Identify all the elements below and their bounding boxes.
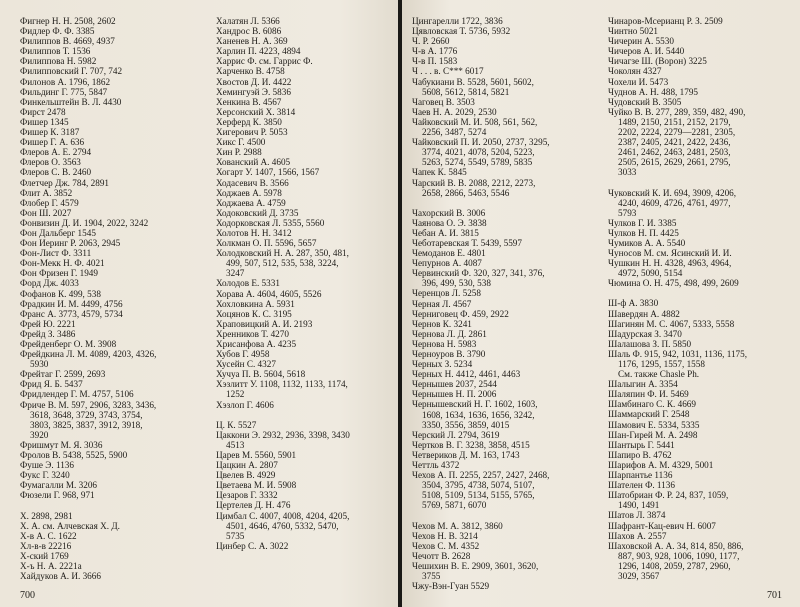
index-entry: 887, 903, 928, 1006, 1090, 1177, bbox=[618, 550, 740, 561]
index-entry: Чехов С. М. 4352 bbox=[412, 540, 480, 551]
index-entry: Фигнер Н. Н. 2508, 2602 bbox=[20, 16, 116, 26]
index-entry: Чернов К. 3241 bbox=[412, 318, 472, 329]
index-entry: Фришмут М. Я. 3036 bbox=[20, 439, 103, 450]
index-entry: Фон Ш. 2027 bbox=[20, 207, 72, 218]
index-entry: Фрид Я. Б. 5437 bbox=[20, 379, 83, 390]
index-entry: Шавердян А. 4882 bbox=[608, 308, 680, 319]
index-entry: Хайдуков А. И. 3666 bbox=[20, 571, 101, 582]
index-entry: Черниговец Ф. 459, 2922 bbox=[412, 308, 509, 319]
index-entry: Шаляпин Ф. И. 5469 bbox=[608, 389, 689, 400]
index-entry: Харрис Ф. см. Гаррис Ф. bbox=[216, 56, 313, 67]
index-entry: Фумагалли М. 3206 bbox=[20, 480, 98, 491]
index-entry: Чайковский П. И. 2050, 2737, 3295, bbox=[412, 137, 550, 148]
right-page bbox=[402, 0, 800, 607]
index-entry: Хорава А. 4604, 4605, 5526 bbox=[216, 288, 322, 299]
index-entry: Чохели И. 5473 bbox=[608, 76, 669, 87]
index-entry: 3755 bbox=[422, 570, 441, 581]
index-entry: Фишер 1345 bbox=[20, 116, 69, 127]
index-entry: Хохловкина А. 5931 bbox=[216, 298, 295, 309]
index-entry: Флеров С. В. 2460 bbox=[20, 167, 92, 178]
index-entry: Фрейд З. 3486 bbox=[20, 328, 76, 339]
index-entry: Чайковский М. И. 508, 561, 562, bbox=[412, 116, 538, 127]
index-entry: Фон-Лист Ф. 3311 bbox=[20, 248, 92, 259]
index-entry: Шалашова З. П. 5850 bbox=[608, 338, 692, 349]
index-entry: Филиппов Т. 1536 bbox=[20, 46, 91, 57]
right-page-column-1 bbox=[412, 16, 602, 591]
index-entry: Чертков В. Г. 3238, 3858, 4515 bbox=[412, 439, 530, 450]
page-number: 701 bbox=[767, 590, 782, 601]
index-entry: Шарпантье 1136 bbox=[608, 470, 673, 481]
index-entry: Чепурнов А. 4087 bbox=[412, 258, 482, 269]
index-entry: Чаев Н. А. 2029, 2530 bbox=[412, 106, 497, 117]
index-entry: Ц. К. 5527 bbox=[216, 419, 257, 430]
left-page-column-1 bbox=[20, 16, 200, 581]
index-entry: 5930 bbox=[30, 359, 49, 370]
index-entry: 5793 bbox=[618, 207, 637, 218]
index-entry: Ханенев Н. А. 369 bbox=[216, 36, 288, 47]
index-entry: 3350, 3556, 3859, 4015 bbox=[422, 419, 510, 430]
index-entry: Хенкина В. 4567 bbox=[216, 96, 282, 107]
index-entry: Цацкин А. 2807 bbox=[216, 460, 278, 471]
index-entry: 5108, 5109, 5134, 5155, 5765, bbox=[422, 490, 535, 501]
index-entry: Хемингуэй Э. 5836 bbox=[216, 86, 291, 97]
index-entry: 3247 bbox=[226, 268, 245, 279]
index-entry: Фирст 2478 bbox=[20, 106, 66, 117]
index-entry: Чечотт В. 2628 bbox=[412, 550, 471, 561]
index-entry: Холодов Е. 5331 bbox=[216, 278, 280, 289]
index-entry: Царев М. 5560, 5901 bbox=[216, 449, 297, 460]
index-entry: Чахорский В. 3006 bbox=[412, 207, 486, 218]
index-entry: Чехов Н. В. 3214 bbox=[412, 530, 478, 541]
index-entry: Фуше Э. 1136 bbox=[20, 460, 74, 471]
index-entry: 3920 bbox=[30, 429, 49, 440]
index-entry: Фонвизин Д. И. 1904, 2022, 3242 bbox=[20, 217, 149, 228]
index-entry: Чебан А. И. 3815 bbox=[412, 227, 479, 238]
index-entry: 2505, 2615, 2629, 2661, 2795, bbox=[618, 157, 731, 168]
index-entry: Чжу-Вэн-Гуан 5529 bbox=[412, 581, 490, 592]
index-entry: Флеров А. Е. 2794 bbox=[20, 147, 92, 158]
index-entry: 5735 bbox=[226, 530, 245, 541]
index-entry: Хэзлитт У. 1108, 1132, 1133, 1174, bbox=[216, 379, 348, 390]
index-entry: См. также Chasle Ph. bbox=[618, 369, 700, 380]
index-entry: Холотов Н. Н. 3412 bbox=[216, 227, 292, 238]
index-entry: Шателен Ф. 1136 bbox=[608, 480, 675, 491]
index-entry: Фишер Г. А. 636 bbox=[20, 137, 85, 148]
index-entry: Хандрос В. 6086 bbox=[216, 26, 282, 37]
index-entry: 1252 bbox=[226, 389, 245, 400]
index-entry: Чеботаревская Т. 5439, 5597 bbox=[412, 237, 522, 248]
index-entry: Черных Н. 4412, 4461, 4463 bbox=[412, 369, 521, 380]
index-entry: Фон Дальберг 1545 bbox=[20, 227, 96, 238]
index-entry: Фон-Мекк Н. Ф. 4021 bbox=[20, 258, 105, 269]
index-entry: Хубов Г. 4958 bbox=[216, 349, 270, 360]
index-entry: Черский Л. 2794, 3619 bbox=[412, 429, 500, 440]
index-entry: Ходжаева А. 4759 bbox=[216, 197, 286, 208]
index-entry: Харченко В. 4758 bbox=[216, 66, 285, 77]
index-entry: Холкман О. П. 5596, 5657 bbox=[216, 238, 317, 249]
index-entry: Чулков Н. П. 4425 bbox=[608, 227, 679, 238]
index-entry: Халатян Л. 5366 bbox=[216, 16, 280, 26]
index-entry: Шафрант-Кац-евич Н. 6007 bbox=[608, 520, 716, 531]
index-entry: Хованский А. 4605 bbox=[216, 157, 291, 168]
index-entry: Фридлендер Г. М. 4757, 5106 bbox=[20, 389, 134, 400]
index-entry: Шаль Ф. 915, 942, 1031, 1136, 1175, bbox=[608, 348, 748, 359]
index-entry: Шаммарский Г. 2548 bbox=[608, 409, 690, 420]
index-entry: 3504, 3795, 4738, 5074, 5107, bbox=[422, 480, 535, 491]
index-entry: Червинский Ф. 320, 327, 341, 376, bbox=[412, 268, 545, 279]
index-entry: Хренников Т. 4270 bbox=[216, 328, 289, 339]
index-entry: Х. А. см. Алчевская Х. Д. bbox=[20, 520, 120, 531]
index-entry: Чоколян 4327 bbox=[608, 66, 662, 77]
index-entry: Ч-в П. 1583 bbox=[412, 56, 458, 67]
index-entry: Хин Р. 2988 bbox=[216, 147, 262, 158]
index-entry: Ходжаев А. 5978 bbox=[216, 187, 282, 198]
index-entry: Хоцянов К. С. 3195 bbox=[216, 308, 292, 319]
index-entry: 2387, 2405, 2421, 2422, 2436, bbox=[618, 137, 731, 148]
index-entry: Ш-ф А. 3830 bbox=[608, 298, 659, 309]
index-entry: Шатобриан Ф. Р. 24, 837, 1059, bbox=[608, 490, 729, 501]
index-entry: Хусейн С. 4327 bbox=[216, 359, 276, 370]
index-entry: Шантырь Г. 5441 bbox=[608, 439, 675, 450]
index-entry: Чуковский К. И. 694, 3909, 4206, bbox=[608, 187, 737, 198]
index-entry: Х-в А. С. 1622 bbox=[20, 530, 77, 541]
index-entry: 1489, 2150, 2151, 2152, 2179, bbox=[618, 116, 731, 127]
index-entry: 4501, 4646, 4760, 5332, 5470, bbox=[226, 520, 339, 531]
index-entry: Чинаров-Мсерианц Р. З. 2509 bbox=[608, 16, 723, 26]
index-entry: Филиппова Н. 5982 bbox=[20, 56, 97, 67]
index-entry: Ходасевич В. 3566 bbox=[216, 177, 289, 188]
index-entry: Шаховской А. А. 34, 814, 850, 886, bbox=[608, 540, 744, 551]
index-entry: 4972, 5090, 5154 bbox=[618, 268, 683, 279]
index-entry: Цезаров Г. 3332 bbox=[216, 490, 278, 501]
index-entry: Флобер Г. 4579 bbox=[20, 197, 79, 208]
index-entry: Чапек К. 5845 bbox=[412, 167, 467, 178]
index-entry: Форд Дж. 4033 bbox=[20, 278, 79, 289]
index-entry: Херферд К. 3850 bbox=[216, 116, 282, 127]
index-entry: Филипповский Г. 707, 742 bbox=[20, 66, 123, 77]
index-entry: Чичагзе Ш. (Ворон) 3225 bbox=[608, 56, 707, 67]
index-entry: Фюзели Г. 968, 971 bbox=[20, 490, 95, 501]
page-number: 700 bbox=[20, 590, 35, 601]
index-entry: Х-ъ Н. А. 2221а bbox=[20, 560, 82, 571]
index-entry: Чудовский В. 3505 bbox=[608, 96, 682, 107]
index-entry: Чуйко В. В. 277, 289, 359, 482, 490, bbox=[608, 106, 746, 117]
index-entry: Фильдинг Г. 775, 5847 bbox=[20, 86, 108, 97]
index-entry: Чернышев Н. П. 2006 bbox=[412, 389, 497, 400]
index-entry: Шамбинаго С. К. 4669 bbox=[608, 399, 696, 410]
index-entry: Цингарелли 1722, 3836 bbox=[412, 16, 503, 26]
index-entry: Чичеров А. И. 5440 bbox=[608, 46, 685, 57]
index-entry: 5263, 5274, 5549, 5789, 5835 bbox=[422, 157, 533, 168]
index-entry: Финкельштейн В. Л. 4430 bbox=[20, 96, 122, 107]
index-entry: Храповицкий А. И. 2193 bbox=[216, 318, 313, 329]
index-entry: Фукс Г. 3240 bbox=[20, 470, 70, 481]
left-page-column-2 bbox=[216, 16, 388, 551]
index-entry: Фриче В. М. 597, 2906, 3283, 3436, bbox=[20, 399, 157, 410]
index-entry: Фрей Ю. 2221 bbox=[20, 318, 76, 329]
index-entry: 3774, 4021, 4078, 5204, 5223, bbox=[422, 147, 535, 158]
index-entry: 1490, 1491 bbox=[618, 500, 660, 511]
index-entry: Фрейденберг О. М. 3908 bbox=[20, 339, 117, 349]
index-entry: Фрейтаг Г. 2599, 2693 bbox=[20, 369, 106, 380]
index-entry: Херсонский Х. 3814 bbox=[216, 106, 296, 117]
index-entry: Шатов Л. 3874 bbox=[608, 510, 666, 521]
index-entry: Хрисанфова А. 4235 bbox=[216, 339, 297, 349]
left-page bbox=[0, 0, 398, 607]
index-entry: 1176, 1295, 1557, 1558 bbox=[618, 359, 705, 369]
index-entry: Ч . . . в. С*** 6017 bbox=[412, 66, 484, 77]
index-entry: 1296, 1408, 2059, 2787, 2960, bbox=[618, 560, 731, 571]
index-entry: Шамович Е. 5334, 5335 bbox=[608, 419, 700, 430]
index-entry: Фидлер Ф. Ф. 3385 bbox=[20, 26, 95, 37]
index-entry: Чаянова О. Э. 3838 bbox=[412, 217, 487, 228]
index-entry: Флит А. 3852 bbox=[20, 187, 73, 198]
index-entry: Ходоковский Д. 3735 bbox=[216, 207, 299, 218]
index-entry: Чушкин Н. Н. 4328, 4963, 4964, bbox=[608, 258, 732, 269]
index-entry: Флеров О. 3563 bbox=[20, 157, 81, 168]
index-entry: Чемоданов Е. 4801 bbox=[412, 248, 486, 259]
index-entry: Черных З. 5234 bbox=[412, 359, 473, 370]
index-entry: Чюмина О. Н. 475, 498, 499, 2609 bbox=[608, 278, 739, 289]
index-entry: 499, 507, 512, 535, 538, 3224, bbox=[226, 258, 339, 269]
index-entry: Чехов М. А. 3812, 3860 bbox=[412, 520, 503, 531]
index-entry: Фролов В. 5438, 5525, 5900 bbox=[20, 450, 128, 461]
index-entry: Фофанов К. 499, 538 bbox=[20, 288, 101, 299]
index-entry: Фон Фризен Г. 1949 bbox=[20, 268, 98, 279]
index-entry: Ч-в А. 1776 bbox=[412, 46, 458, 57]
index-entry: Хикс Г. 4500 bbox=[216, 137, 266, 148]
index-entry: 2256, 3487, 5274 bbox=[422, 127, 487, 138]
index-entry: Шалыгин А. 3354 bbox=[608, 379, 678, 390]
index-entry: 4513 bbox=[226, 439, 245, 450]
index-entry: Фрейдкина Л. М. 4089, 4203, 4326, bbox=[20, 349, 157, 360]
index-entry: 3029, 3567 bbox=[618, 570, 660, 581]
index-entry: 2658, 2866, 5463, 5546 bbox=[422, 187, 510, 198]
index-entry: Чумиков А. А. 5540 bbox=[608, 237, 686, 248]
index-entry: Шан-Гирей М. А. 2498 bbox=[608, 429, 698, 440]
index-entry: Чернова Л. Д. 2861 bbox=[412, 328, 487, 339]
index-entry: Чарский В. В. 2088, 2212, 2273, bbox=[412, 177, 536, 188]
index-entry: Х. 2898, 2981 bbox=[20, 510, 73, 521]
index-entry: Холодковский Н. А. 287, 350, 481, bbox=[216, 248, 349, 259]
index-entry: Черноуров В. 3790 bbox=[412, 349, 486, 359]
index-entry: Фон Иеринг Р. 2063, 2945 bbox=[20, 238, 121, 249]
index-entry: Х-ский 1769 bbox=[20, 550, 69, 561]
index-entry: 3803, 3825, 3837, 3912, 3918, bbox=[30, 419, 143, 430]
index-entry: 2461, 2462, 2463, 2481, 2503, bbox=[618, 147, 731, 158]
index-entry: 4240, 4609, 4726, 4761, 4977, bbox=[618, 197, 731, 208]
index-entry: Фрадкин И. М. 4499, 4756 bbox=[20, 298, 123, 309]
index-entry: Хигерович Р. 5053 bbox=[216, 127, 288, 138]
index-entry: 3618, 3648, 3729, 3743, 3754, bbox=[30, 409, 143, 420]
index-entry: 1608, 1634, 1636, 1656, 3242, bbox=[422, 409, 535, 420]
index-entry: Четвериков Д. М. 163, 1743 bbox=[412, 449, 520, 460]
index-entry: 5769, 5871, 6070 bbox=[422, 500, 487, 511]
index-entry: Черная Л. 4567 bbox=[412, 298, 472, 309]
index-entry: 396, 499, 530, 538 bbox=[422, 278, 491, 289]
index-entry: Чулков Г. И. 3385 bbox=[608, 217, 677, 228]
index-entry: Шадурская З. 3470 bbox=[608, 328, 682, 339]
index-entry: 5608, 5612, 5814, 5821 bbox=[422, 86, 510, 97]
index-entry: Фишер К. 3187 bbox=[20, 127, 80, 138]
index-entry: Чаговец В. 3503 bbox=[412, 96, 475, 107]
index-entry: Франс А. 3773, 4579, 5734 bbox=[20, 308, 123, 319]
index-entry: Хл-в-в 22216 bbox=[20, 540, 72, 551]
index-entry: Чичерин А. 5530 bbox=[608, 36, 674, 47]
index-entry: Шапиро В. 4762 bbox=[608, 449, 672, 460]
index-entry: Цинбер С. А. 3022 bbox=[216, 540, 289, 551]
index-entry: Чехов А. П. 2255, 2257, 2427, 2468, bbox=[412, 470, 550, 481]
index-entry: Шарифов А. М. 4329, 5001 bbox=[608, 459, 714, 470]
index-entry: Чинтно 5021 bbox=[608, 26, 659, 37]
index-entry: 2202, 2224, 2279—2281, 2305, bbox=[618, 127, 736, 138]
index-entry: Цветаева М. И. 5908 bbox=[216, 480, 297, 491]
index-entry: Чуносов М. см. Ясинский И. И. bbox=[608, 248, 732, 259]
index-entry: Харлин П. 4223, 4894 bbox=[216, 46, 301, 57]
index-entry: Цертелев Д. Н. 476 bbox=[216, 500, 291, 511]
index-entry: Чабукиани В. 5528, 5601, 5602, bbox=[412, 76, 534, 87]
index-entry: Ходорковская Л. 5355, 5560 bbox=[216, 217, 325, 228]
index-entry: Чернова Н. 5983 bbox=[412, 338, 477, 349]
index-entry: Чешихин В. Е. 2909, 3601, 3620, bbox=[412, 560, 539, 571]
index-entry: Четтль 4372 bbox=[412, 460, 460, 471]
index-entry: Черенцов Л. 5258 bbox=[412, 288, 481, 299]
index-entry: 3033 bbox=[618, 167, 637, 178]
index-entry: Цявловская Т. 5736, 5932 bbox=[412, 26, 511, 37]
index-entry: Шагинян М. С. 4067, 5333, 5558 bbox=[608, 318, 735, 329]
index-entry: Ч. Р. 2660 bbox=[412, 36, 450, 47]
index-entry: Хэзлоп Г. 4606 bbox=[216, 399, 274, 410]
index-entry: Хогарт У. 1407, 1566, 1567 bbox=[216, 167, 320, 178]
index-entry: Чернышевский Н. Г. 1602, 1603, bbox=[412, 399, 538, 410]
index-entry: Шахов А. 2557 bbox=[608, 530, 667, 541]
index-entry: Чуднов А. Н. 488, 1795 bbox=[608, 86, 699, 97]
index-entry: Цимбал С. 4007, 4008, 4204, 4205, bbox=[216, 510, 350, 521]
index-entry: Филиппов В. 4669, 4937 bbox=[20, 36, 115, 47]
index-entry: Хвостов Д. И. 4422 bbox=[216, 76, 292, 87]
index-entry: Хучуа П. В. 5604, 5618 bbox=[216, 369, 306, 380]
index-entry: Чернышев 2037, 2544 bbox=[412, 379, 497, 390]
right-page-column-2 bbox=[608, 16, 794, 581]
index-entry: Флетчер Дж. 784, 2891 bbox=[20, 177, 110, 188]
index-entry: Цвелев В. 4929 bbox=[216, 470, 276, 481]
index-entry: Цаккони Э. 2932, 2936, 3398, 3430 bbox=[216, 429, 350, 440]
index-entry: Филонов А. 1796, 1862 bbox=[20, 76, 111, 87]
